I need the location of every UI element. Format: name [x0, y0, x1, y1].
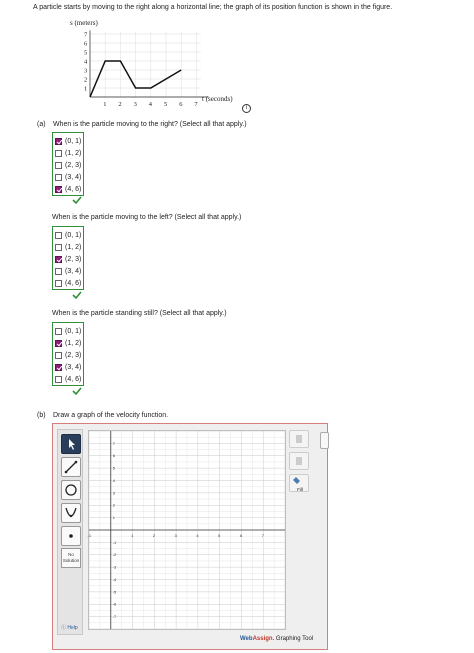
info-icon[interactable]: i: [242, 104, 251, 113]
y-tick-label: 6: [112, 453, 115, 459]
x-axis-label: t (seconds): [202, 95, 233, 103]
option-row[interactable]: [55, 373, 81, 385]
x-tick-label: 1: [131, 532, 134, 538]
option-row[interactable]: [55, 229, 81, 241]
option-checkbox[interactable]: [55, 150, 62, 157]
y-tick-label: 5: [112, 465, 115, 471]
option-row[interactable]: [55, 253, 81, 265]
question-velocity: [37, 412, 168, 419]
option-label: (0, 1): [65, 327, 82, 335]
option-checkbox[interactable]: [55, 364, 62, 371]
line-icon[interactable]: [61, 457, 81, 477]
question-velocity-text: Draw a graph of the velocity function.: [52, 412, 169, 419]
no-solution-button[interactable]: No Solution: [61, 548, 81, 568]
option-row[interactable]: [55, 349, 81, 361]
option-checkbox[interactable]: [55, 256, 62, 263]
option-checkbox[interactable]: [55, 162, 62, 169]
part-b-letter: (b): [37, 412, 46, 419]
option-label: (2, 3): [65, 255, 82, 263]
option-checkbox[interactable]: [55, 268, 62, 275]
option-row[interactable]: [55, 325, 81, 337]
option-label: (4, 6): [65, 375, 82, 383]
option-row[interactable]: [55, 361, 81, 373]
options-right: [52, 132, 84, 196]
y-tick-label: -7: [112, 614, 117, 620]
option-checkbox[interactable]: [55, 340, 62, 347]
y-tick-label: 2: [112, 502, 115, 508]
graphing-toolbar: [57, 429, 83, 635]
y-tick-label: -5: [112, 589, 117, 595]
footer-brand-web: Web: [240, 636, 253, 642]
option-label: (1, 2): [65, 339, 82, 347]
option-checkbox[interactable]: [55, 138, 62, 145]
graphing-canvas[interactable]: [88, 430, 286, 630]
x-tick-label: 5: [164, 101, 168, 108]
option-checkbox[interactable]: [55, 186, 62, 193]
option-row[interactable]: [55, 171, 81, 183]
correct-check-icon: [72, 386, 82, 396]
option-row[interactable]: [55, 241, 81, 253]
y-tick-label: 6: [84, 40, 88, 48]
option-row[interactable]: [55, 135, 81, 147]
option-label: (1, 2): [65, 243, 82, 251]
y-tick-label: 7: [84, 31, 88, 39]
footer-suffix: Graphing Tool: [274, 636, 314, 642]
correct-check-icon: [72, 290, 82, 300]
x-tick-label: 4: [196, 532, 199, 538]
option-checkbox[interactable]: [55, 352, 62, 359]
y-tick-label: 3: [112, 490, 115, 496]
y-tick-label: 4: [112, 477, 115, 483]
y-tick-label: 1: [84, 85, 88, 93]
option-label: (2, 3): [65, 351, 82, 359]
position-graph: [60, 15, 260, 115]
option-row[interactable]: [55, 183, 81, 195]
option-label: (3, 4): [65, 267, 82, 275]
x-tick-label: 3: [133, 101, 137, 108]
y-tick-label: 4: [84, 58, 88, 66]
question-right: [37, 121, 247, 128]
y-tick-label: -6: [112, 601, 117, 607]
option-row[interactable]: [55, 265, 81, 277]
y-tick-label: 1: [112, 515, 115, 521]
x-tick-label: 1: [103, 101, 107, 108]
y-tick-label: 3: [84, 67, 88, 75]
option-checkbox[interactable]: [55, 174, 62, 181]
option-checkbox[interactable]: [55, 244, 62, 251]
graphing-tool-footer: [240, 636, 313, 642]
option-row[interactable]: [55, 147, 81, 159]
option-label: (0, 1): [65, 231, 82, 239]
x-tick-label: 6: [239, 532, 243, 538]
fill-button[interactable]: [289, 474, 309, 492]
option-label: (2, 3): [65, 161, 82, 169]
y-tick-label: 5: [84, 49, 88, 57]
help-icon: ⓘ: [61, 625, 67, 631]
options-left: [52, 226, 84, 290]
graphing-right-toolbar: [289, 430, 311, 496]
option-row[interactable]: [55, 159, 81, 171]
y-axis-label: s (meters): [70, 19, 98, 27]
correct-check-icon: [72, 195, 82, 205]
x-tick-label: -1: [87, 532, 92, 538]
point-icon[interactable]: [61, 526, 81, 546]
option-row[interactable]: [55, 277, 81, 289]
pointer-icon[interactable]: [61, 434, 81, 454]
trash-icon[interactable]: [289, 452, 309, 470]
part-a-letter: (a): [37, 121, 46, 128]
option-label: (1, 2): [65, 149, 82, 157]
option-label: (0, 1): [65, 137, 82, 145]
option-checkbox[interactable]: [55, 232, 62, 239]
x-tick-label: 2: [118, 101, 122, 108]
x-tick-label: 5: [218, 532, 221, 538]
x-tick-label: 2: [152, 532, 156, 538]
y-tick-label: -4: [112, 576, 117, 582]
option-checkbox[interactable]: [55, 376, 62, 383]
x-tick-label: 3: [174, 532, 177, 538]
option-label: (3, 4): [65, 173, 82, 181]
footer-brand-assign: Assign.: [252, 636, 275, 642]
x-tick-label: 6: [179, 101, 183, 108]
parabola-icon[interactable]: [61, 503, 81, 523]
y-tick-label: 7: [112, 440, 115, 446]
x-tick-label: 4: [148, 101, 153, 108]
problem-intro: A particle starts by moving to the right along a horizontal line; the graph of its position function is shown in the figure.: [33, 4, 393, 11]
option-checkbox[interactable]: [55, 280, 62, 287]
delete-icon[interactable]: [289, 430, 309, 448]
x-tick-label: 7: [194, 101, 198, 108]
option-row[interactable]: [55, 337, 81, 349]
option-label: (4, 6): [65, 279, 82, 287]
question-left: When is the particle moving to the left? (Select all that apply.): [52, 214, 242, 221]
y-tick-label: -2: [112, 552, 117, 558]
help-link[interactable]: [61, 624, 78, 631]
help-label: Help: [67, 625, 78, 631]
option-label: (3, 4): [65, 363, 82, 371]
circle-icon[interactable]: [61, 480, 81, 500]
option-checkbox[interactable]: [55, 328, 62, 335]
resize-handle[interactable]: [320, 432, 329, 449]
y-tick-label: 2: [84, 76, 88, 84]
options-still: [52, 322, 84, 386]
question-still: When is the particle standing still? (Select all that apply.): [52, 310, 227, 317]
fill-label: Fill: [297, 487, 303, 492]
question-right-text: When is the particle moving to the right? (Select all that apply.): [52, 121, 247, 128]
y-tick-label: -1: [112, 539, 117, 545]
fill-icon: [290, 475, 308, 485]
option-label: (4, 6): [65, 185, 82, 193]
y-tick-label: -3: [112, 564, 117, 570]
x-tick-label: 7: [261, 532, 264, 538]
